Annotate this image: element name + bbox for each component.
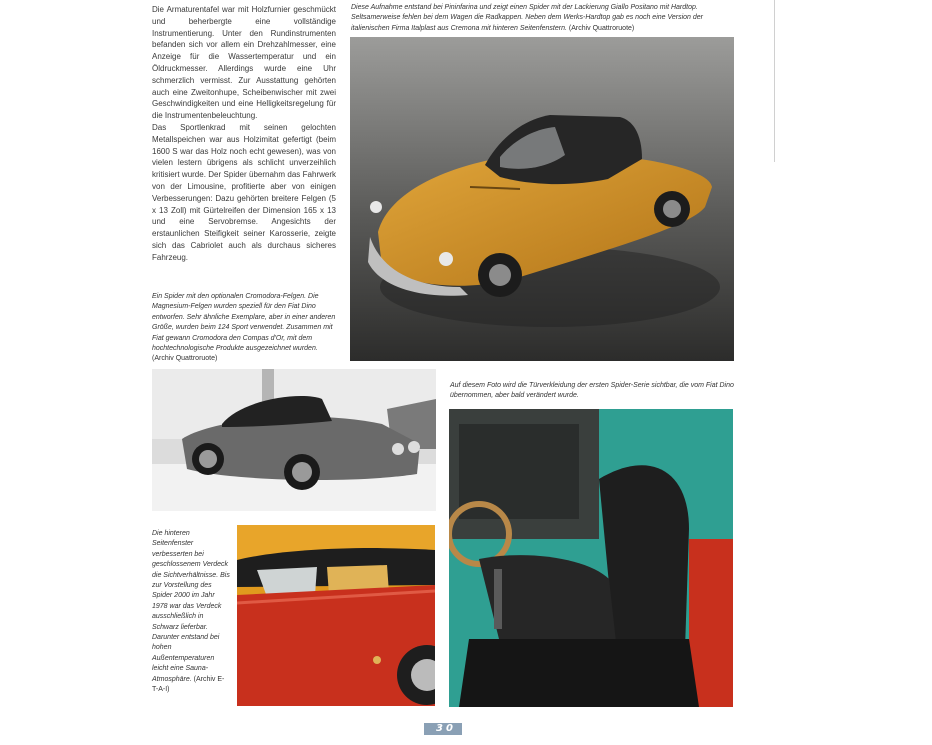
caption-rear-windows: Die hinteren Seitenfenster verbesserten bei geschlossenem Verdeck die Sichtverhältnisse. Bis zur Vorstellung des Spider 2000 im Jahr 1978 war das Verdeck ausschließlich in Schwarz lieferbar. Darunter entstand bei hohen Außentemperaturen leicht eine Sauna-Atmosphäre. (Archiv E-T-A-I) bbox=[152, 530, 230, 694]
article-body bbox=[152, 4, 336, 264]
caption-yellow-spider: Diese Aufnahme entstand bei Pininfarina und zeigt einen Spider mit der Lackierung Giallo Positano mit Hardtop. Seltsamerweise fehlen bei dem Wagen die Radkappen. Neben dem Werks-Hardtop gab es noch eine Version der italienischen Firma Italplast aus Cremona mit hinteren Seitenfenstern. (Archiv Quattroruote) bbox=[351, 4, 704, 32]
photo-grey-spider-cromodora bbox=[152, 369, 436, 511]
photo-red-spider-rear-window bbox=[237, 525, 435, 706]
article-paragraph-2: Das Sportlenkrad mit seinen gelochten Metallspeichen war aus Holzimitat gefertigt (beim 1600 S war das Holz noch echt gewesen), was von vielen lestern übrigens als schlicht unverzeihlich kritisiert wurde. Der Spider übernahm das Fahrwerk von der Limousine, profitierte aber von einigen Verbesserungen: Dazu gehörten breitere Felgen (5 x 13 Zoll) mit Gürtelreifen der Dimension 165 x 13 und eine Servobremse. Angesichts der erstaunlichen Steifigkeit seiner Karosserie, zeigte sich das Cabriolet auch als durchaus sicheres Fahrzeug. bbox=[152, 122, 336, 262]
article-paragraph-1: Die Armaturentafel war mit Holzfurnier geschmückt und beherbergte eine vollständige Instrumentierung. Unter den Rundinstrumenten befanden sich vor allem ein Drehzahlmesser, eine Anzeige für die Wassertemperatur und ein Öldruckmesser. Allerdings wurde eine Uhr schmerzlich vermisst. Zur Ausstattung gehörten auch eine Zweitonhupe, Scheibenwischer mit zwei Geschwindigkeiten und eine Helligkeitsregelung für die Instrumentenbeleuchtung. bbox=[152, 5, 336, 121]
caption-cromodora-spider: Ein Spider mit den optionalen Cromodora-Felgen. Die Magnesium-Felgen wurden speziell für den Fiat Dino entworfen. Sehr ähnliche Exemplare, aber in einer anderen Größe, wurden beim 124 Sport verwendet. Zusammen mit Fiat gewann Cromodora den Compas d'Or, mit dem hochtechnologische Produkte ausgezeichnet wurden. (Archiv Quattroruote) bbox=[152, 293, 336, 363]
page-number: 30 bbox=[424, 723, 462, 735]
photo-interior-door-trim bbox=[449, 409, 733, 707]
caption-door-trim: Auf diesem Foto wird die Türverkleidung der ersten Spider-Serie sichtbar, die vom Fiat Dino übernommen, aber bald verändert wurde. bbox=[450, 382, 734, 400]
margin-rule bbox=[774, 0, 775, 162]
photo-yellow-spider-hardtop bbox=[350, 37, 734, 361]
